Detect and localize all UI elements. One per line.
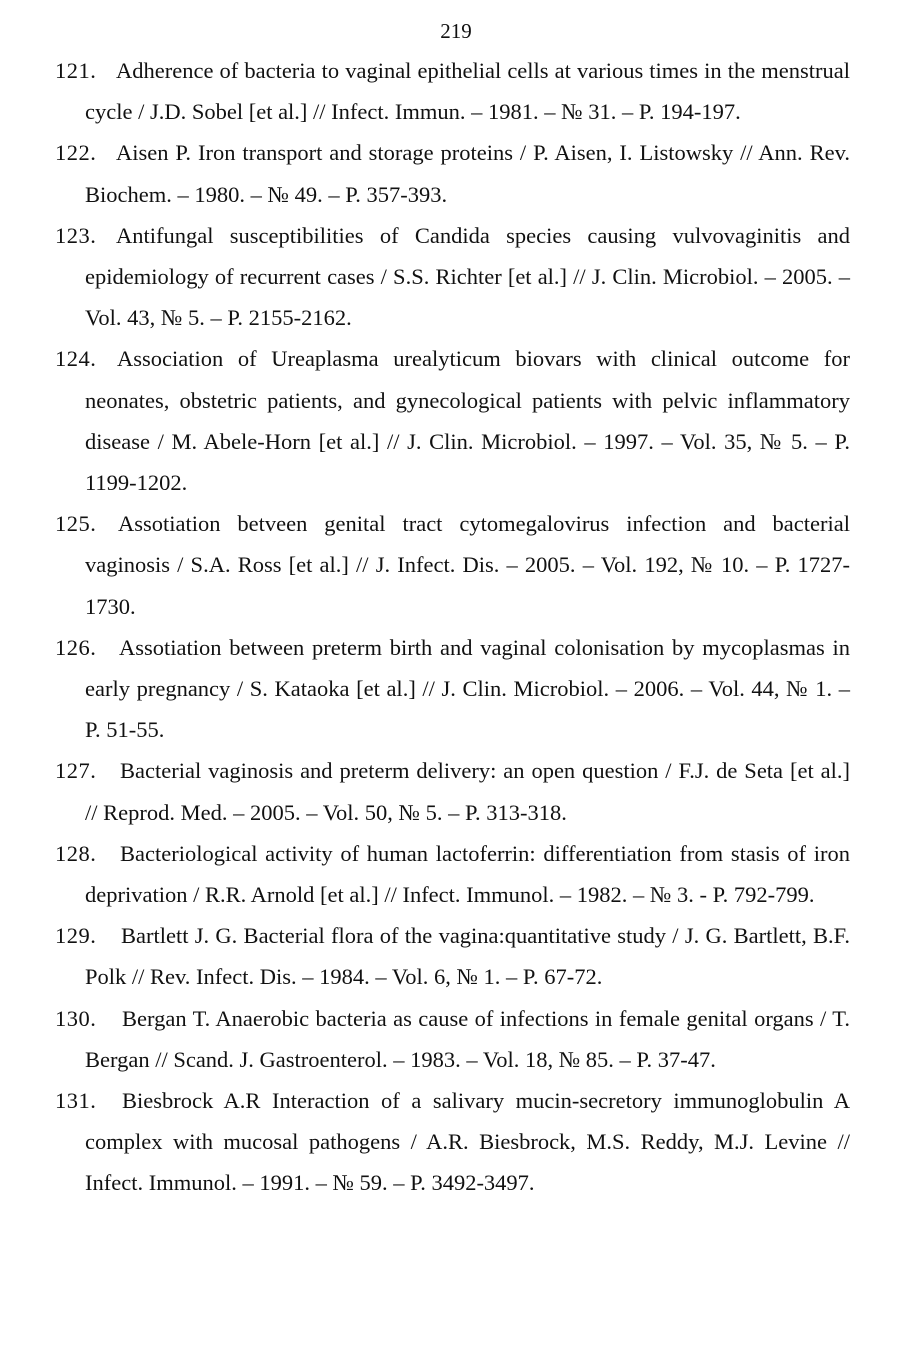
reference-text: Assotiation between preterm birth and vaginal colonisation by mycoplasmas in early pregnancy / S. Kataoka [et al.] // J. Clin. Microbiol. – 2006. – Vol. 44, № 1. – P. 51-55. xyxy=(85,634,850,743)
reference-item xyxy=(0,215,912,339)
reference-item xyxy=(0,503,912,627)
reference-item xyxy=(0,833,912,915)
reference-text: Aisen P. Iron transport and storage proteins / P. Aisen, I. Listowsky // Ann. Rev. Biochem. – 1980. – № 49. – P. 357-393. xyxy=(85,140,850,207)
reference-text: Bergan T. Anaerobic bacteria as cause of infections in female genital organs / T. Bergan // Scand. J. Gastroenterol. – 1983. – Vol. 18, № 85. – P. 37-47. xyxy=(85,1005,850,1072)
reference-number: 126. xyxy=(55,634,97,660)
reference-text: Bartlett J. G. Bacterial flora of the vagina:quantitative study / J. G. Bartlett, B.F. Polk // Rev. Infect. Dis. – 1984. – Vol. 6, № 1. – P. 67-72. xyxy=(85,923,850,990)
page-number: 219 xyxy=(440,19,472,43)
reference-number: 123. xyxy=(55,222,97,248)
reference-number: 130. xyxy=(55,1005,97,1031)
reference-number: 122. xyxy=(55,140,97,166)
reference-text: Antifungal susceptibilities of Candida species causing vulvovaginitis and epidemiology of recurrent cases / S.S. Richter [et al.] // J. Clin. Microbiol. – 2005. – Vol. 43, № 5. – P. 2155-2162. xyxy=(85,222,850,331)
reference-item xyxy=(0,750,912,832)
reference-number: 128. xyxy=(55,840,97,866)
reference-text: Bacteriological activity of human lactoferrin: differentiation from stasis of iron deprivation / R.R. Arnold [et al.] // Infect. Immunol. – 1982. – № 3. - P. 792-799. xyxy=(85,840,850,908)
reference-number: 121. xyxy=(55,58,97,83)
reference-number: 125. xyxy=(55,511,97,537)
reference-item xyxy=(0,50,912,132)
reference-item xyxy=(0,627,912,751)
reference-number: 129. xyxy=(55,923,97,949)
reference-item xyxy=(0,1080,912,1204)
reference-text: Assotiation betveen genital tract cytomegalovirus infection and bacterial vaginosis / S.A. Ross [et al.] // J. Infect. Dis. – 2005. – Vol. 192, № 10. – P. 1727-1730. xyxy=(85,511,850,619)
reference-list xyxy=(0,50,912,1204)
reference-text: Association of Ureaplasma urealyticum biovars with clinical outcome for neonates, obstetric patients, and gynecological patients with pelvic inflammatory disease / M. Abele-Horn [et al.] // J. Clin. Microbiol. – 1997. – Vol. 35, № 5. – P. 1199-1202. xyxy=(85,346,850,496)
reference-text: Biesbrock A.R Interaction of a salivary mucin-secretory immunoglobulin A complex with mucosal pathogens / A.R. Biesbrock, M.S. Reddy, M.J. Levine // Infect. Immunol. – 1991. – № 59. – P. 3492-3497. xyxy=(85,1088,850,1196)
reference-number: 131. xyxy=(55,1088,97,1114)
reference-text: Adherence of bacteria to vaginal epithelial cells at various times in the menstrual cycle / J.D. Sobel [et al.] // Infect. Immun. – 1981. – № 31. – P. 194-197. xyxy=(85,58,850,125)
reference-item xyxy=(0,132,912,214)
reference-text: Bacterial vaginosis and preterm delivery: an open question / F.J. de Seta [et al.] // Reprod. Med. – 2005. – Vol. 50, № 5. – P. 313-318. xyxy=(85,758,850,825)
reference-item xyxy=(0,915,912,997)
reference-item xyxy=(0,998,912,1080)
reference-item xyxy=(0,338,912,503)
reference-number: 124. xyxy=(55,346,97,372)
reference-number: 127. xyxy=(55,758,97,784)
